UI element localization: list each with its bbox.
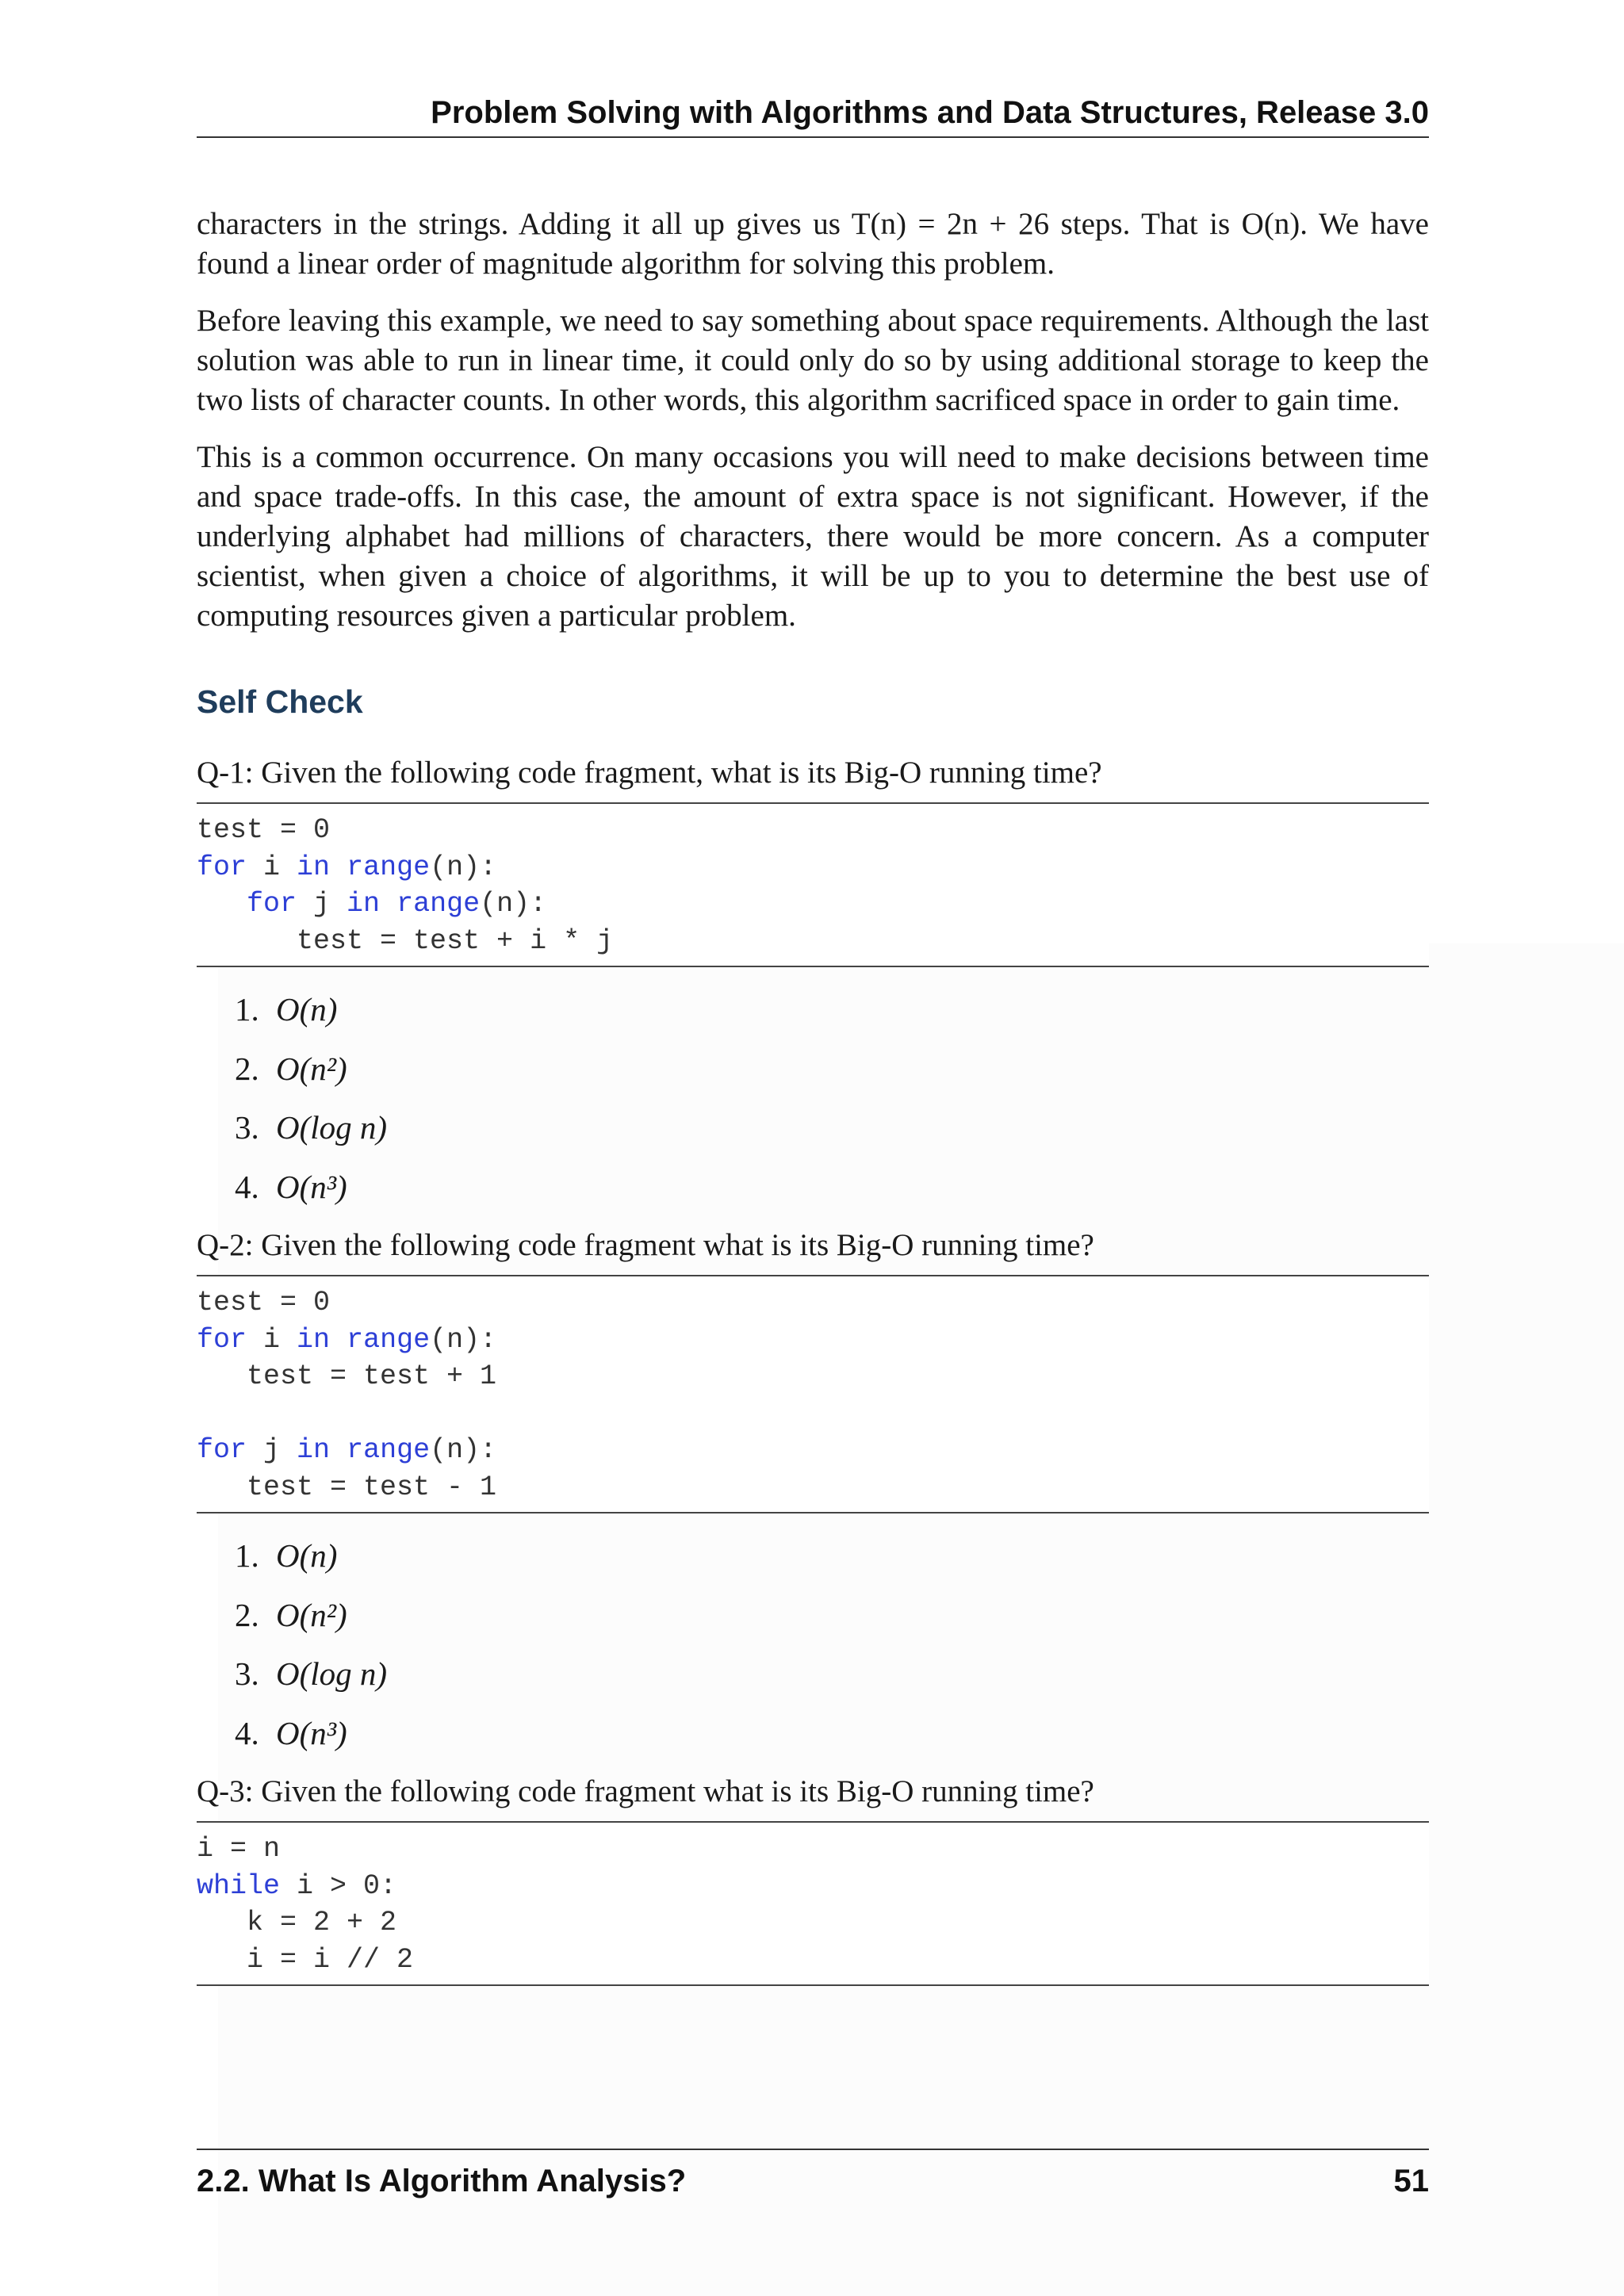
code-line: while i > 0: [197, 1869, 397, 1902]
code-line: test = 0 [197, 1287, 331, 1318]
code-line: test = test + i * j [197, 924, 614, 957]
choice-text: O(n) [276, 1537, 338, 1574]
question-3-prompt: Q-3: Given the following code fragment what is its Big-O running time? [197, 1774, 1094, 1808]
choice-number: 4. [235, 1168, 259, 1205]
footer-section-title: 2.2. What Is Algorithm Analysis? [197, 2164, 687, 2198]
code-line: i = i // 2 [197, 1943, 414, 1976]
code-line [197, 1395, 1429, 1433]
choice-number: 2. [235, 1050, 259, 1087]
question-2-code [197, 1275, 1429, 1513]
code-line: for i in range(n): [197, 1323, 497, 1356]
paragraph-3: This is a common occurrence. On many occasions you will need to make decisions between time and space trade-offs. In this case, the amount of extra space is not significant. However, if the underlying alphabet had millions of characters, there would be more concern. As a computer scientist, when given a choice of algorithms, it will be up to you to determine the best use of computing resources given a particular problem. [197, 440, 1429, 633]
code-line: test = test + 1 [197, 1360, 497, 1392]
code-line: k = 2 + 2 [197, 1907, 397, 1938]
choice-item[interactable] [235, 1595, 1429, 1635]
choice-item[interactable] [235, 1713, 1429, 1753]
choice-item[interactable] [235, 1049, 1429, 1089]
running-footer [197, 2149, 1429, 2212]
self-check-heading: Self Check [197, 683, 363, 720]
question-1-prompt: Q-1: Given the following code fragment, what is its Big-O running time? [197, 756, 1102, 790]
page-content [197, 205, 1429, 2008]
code-line: test = 0 [197, 814, 331, 846]
code-line: for j in range(n): [197, 1434, 497, 1466]
choice-item[interactable] [235, 1108, 1429, 1147]
question-2-choices [197, 1536, 1429, 1753]
choice-item[interactable] [235, 1167, 1429, 1207]
choice-text: O(log n) [276, 1109, 388, 1146]
code-line: for i in range(n): [197, 851, 497, 883]
choice-text: O(log n) [276, 1655, 388, 1692]
choice-number: 4. [235, 1714, 259, 1751]
choice-item[interactable] [235, 1536, 1429, 1575]
choice-number: 1. [235, 991, 259, 1027]
choice-number: 2. [235, 1596, 259, 1633]
choice-text: O(n³) [276, 1714, 347, 1751]
question-2-prompt: Q-2: Given the following code fragment what is its Big-O running time? [197, 1228, 1094, 1262]
code-line: i = n [197, 1833, 281, 1865]
choice-text: O(n) [276, 991, 338, 1027]
choice-number: 3. [235, 1109, 259, 1146]
question-1-code [197, 802, 1429, 967]
question-3-code [197, 1821, 1429, 1986]
choice-text: O(n²) [276, 1596, 347, 1633]
choice-number: 3. [235, 1655, 259, 1692]
choice-item[interactable] [235, 1654, 1429, 1693]
running-header: Problem Solving with Algorithms and Data Structures, Release 3.0 [197, 89, 1429, 138]
choice-text: O(n²) [276, 1050, 347, 1087]
paragraph-2: Before leaving this example, we need to say something about space requirements. Although the last solution was able to run in linear time, it could only do so by using additional storage to keep the two lists of character counts. In other words, this algorithm sacrificed space in order to gain time. [197, 304, 1429, 417]
paragraph-1: characters in the strings. Adding it all up gives us T(n) = 2n + 26 steps. That is O(n). We have found a linear order of magnitude algorithm for solving this problem. [197, 207, 1429, 281]
code-line: for j in range(n): [247, 888, 547, 920]
choice-number: 1. [235, 1537, 259, 1574]
code-line: test = test - 1 [197, 1471, 497, 1503]
page-number: 51 [1393, 2164, 1429, 2198]
choice-text: O(n³) [276, 1168, 347, 1205]
question-1-choices [197, 989, 1429, 1207]
choice-item[interactable] [235, 989, 1429, 1029]
